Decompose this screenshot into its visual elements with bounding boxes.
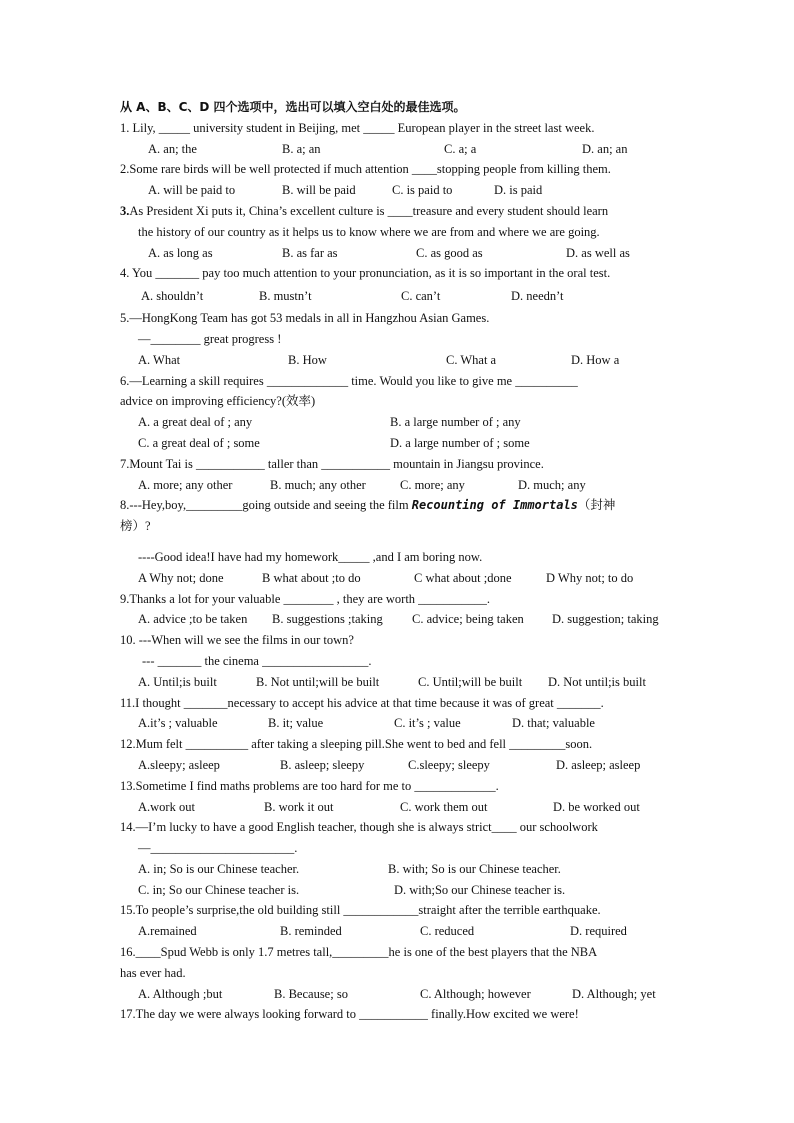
option-a[interactable]: A.remained — [138, 924, 197, 939]
option-b[interactable]: B. a large number of ; any — [390, 415, 521, 430]
option-b[interactable]: B. it; value — [268, 716, 324, 731]
option-d[interactable]: D. as well as — [566, 245, 630, 260]
option-c[interactable]: C. Although; however — [420, 986, 531, 1001]
option-d[interactable]: D. asleep; asleep — [556, 757, 641, 772]
question-6-stem: 6.—Learning a skill requires _____________ time. Would you like to give me __________ — [120, 373, 578, 388]
option-b[interactable]: B. reminded — [280, 924, 342, 939]
option-a[interactable]: A. Although ;but — [138, 986, 223, 1001]
option-b[interactable]: B. will be paid — [282, 183, 356, 198]
question-12-stem: 12.Mum felt __________ after taking a sleeping pill.She went to bed and fell _________soon. — [120, 737, 593, 752]
question-8-options — [120, 568, 676, 589]
option-a[interactable]: A. advice ;to be taken — [138, 612, 248, 627]
option-d[interactable]: D. with;So our Chinese teacher is. — [394, 882, 566, 897]
question-10-options — [120, 672, 676, 693]
question-1-options — [120, 139, 676, 160]
option-a[interactable]: A. as long as — [148, 245, 213, 260]
question-15-options — [120, 921, 676, 942]
option-c[interactable]: C. more; any — [400, 477, 465, 492]
option-a[interactable]: A.work out — [138, 799, 195, 814]
option-d[interactable]: D. needn’t — [511, 289, 564, 304]
option-b[interactable]: B. mustn’t — [259, 289, 312, 304]
question-3-stem — [120, 201, 676, 222]
option-a[interactable]: A.it’s ; valuable — [138, 716, 218, 731]
question-6-options-row2 — [120, 433, 676, 454]
question-6-stem-cont: advice on improving efficiency?(效率) — [120, 394, 316, 409]
question-9-stem: 9.Thanks a lot for your valuable ________ , they are worth ___________. — [120, 591, 491, 606]
question-10-stem-cont: --- _______ the cinema _________________. — [142, 653, 372, 668]
option-a[interactable]: A. in; So is our Chinese teacher. — [138, 861, 300, 876]
question-4-stem: 4. You _______ pay too much attention to your pronunciation, as it is so important in the oral test. — [120, 266, 611, 281]
option-b[interactable]: B. How — [288, 352, 327, 367]
option-a[interactable]: A. What — [138, 352, 181, 367]
option-d[interactable]: D. required — [570, 924, 627, 939]
question-16-stem-cont: has ever had. — [120, 965, 186, 980]
option-c[interactable]: C. work them out — [400, 799, 488, 814]
question-17-stem: 17.The day we were always looking forward to ___________ finally.How excited we were! — [120, 1007, 579, 1022]
question-14-stem-cont: —_______________________. — [138, 841, 298, 856]
option-c[interactable]: C what about ;done — [414, 570, 512, 585]
option-b[interactable]: B. asleep; sleepy — [280, 757, 365, 772]
spacer — [120, 537, 676, 547]
option-a[interactable]: A. more; any other — [138, 477, 233, 492]
question-10-stem: 10. ---When will we see the films in our town? — [120, 633, 354, 648]
option-a[interactable]: A Why not; done — [138, 570, 224, 585]
option-c[interactable]: C. can’t — [401, 289, 441, 304]
option-c[interactable]: C. is paid to — [392, 183, 453, 198]
question-2-stem: 2.Some rare birds will be well protected if much attention ____stopping people from killing them. — [120, 162, 611, 177]
question-3-options — [120, 243, 676, 264]
option-d[interactable]: D. Although; yet — [572, 986, 656, 1001]
film-title: Recounting of Immortals — [411, 498, 578, 513]
option-d[interactable]: D. suggestion; taking — [552, 612, 659, 627]
option-d[interactable]: D. that; valuable — [512, 716, 595, 731]
option-a[interactable]: A.sleepy; asleep — [138, 757, 220, 772]
option-d[interactable]: D. be worked out — [553, 799, 640, 814]
question-3-number: 3. — [120, 203, 130, 218]
option-b[interactable]: B. Because; so — [274, 986, 348, 1001]
option-b[interactable]: B what about ;to do — [262, 570, 361, 585]
question-3-text: As President Xi puts it, China’s excellent culture is ____treasure and every student should learn — [129, 203, 609, 218]
question-4-options — [120, 284, 676, 308]
question-5-stem-cont: —________ great progress ! — [138, 331, 282, 346]
option-a[interactable]: A. a great deal of ; any — [138, 415, 253, 430]
question-12-options — [120, 755, 676, 776]
option-c[interactable]: C. What a — [446, 352, 497, 367]
question-13-options — [120, 797, 676, 818]
option-c[interactable]: C. as good as — [416, 245, 483, 260]
question-14-options-row1 — [120, 859, 676, 880]
option-b[interactable]: B. as far as — [282, 245, 338, 260]
question-8-text: 8.---Hey,boy,_________going outside and seeing the film — [120, 498, 412, 513]
question-7-stem: 7.Mount Tai is ___________ taller than ___________ mountain in Jiangsu province. — [120, 456, 544, 471]
option-c[interactable]: C. advice; being taken — [412, 612, 524, 627]
option-b[interactable]: B. a; an — [282, 141, 321, 156]
question-13-stem: 13.Sometime I find maths problems are too hard for me to _____________. — [120, 778, 499, 793]
question-2-options — [120, 180, 676, 201]
option-c[interactable]: C. a; a — [444, 141, 477, 156]
option-c[interactable]: C. Until;will be built — [418, 674, 523, 689]
question-16-stem: 16.____Spud Webb is only 1.7 metres tall,_________he is one of the best players that the NBA — [120, 945, 598, 960]
option-b[interactable]: B. with; So is our Chinese teacher. — [388, 861, 561, 876]
option-b[interactable]: B. Not until;will be built — [256, 674, 380, 689]
question-14-options-row2 — [120, 880, 676, 901]
option-a[interactable]: A. shouldn’t — [141, 289, 204, 304]
option-d[interactable]: D. a large number of ; some — [390, 435, 530, 450]
question-3-stem-cont: the history of our country as it helps us to know where we are from and where we are going. — [138, 224, 600, 239]
question-5-stem: 5.—HongKong Team has got 53 medals in all in Hangzhou Asian Games. — [120, 311, 490, 326]
question-list — [120, 97, 676, 1025]
option-b[interactable]: B. work it out — [264, 799, 334, 814]
option-c[interactable]: C.sleepy; sleepy — [408, 757, 490, 772]
question-9-options — [120, 609, 676, 630]
option-c[interactable]: C. a great deal of ; some — [138, 435, 260, 450]
question-5-options — [120, 350, 676, 371]
option-a[interactable]: A. Until;is built — [138, 674, 217, 689]
instruction: 从 A、B、C、D 四个选项中，选出可以填入空白处的最佳选项。 — [120, 100, 466, 114]
question-8-stem — [120, 495, 676, 516]
question-8-stem-cont: 榜）? — [120, 519, 151, 534]
option-c[interactable]: C. it’s ; value — [394, 716, 461, 731]
option-b[interactable]: B. suggestions ;taking — [272, 612, 383, 627]
option-d[interactable]: D. is paid — [494, 183, 543, 198]
question-11-stem: 11.I thought _______necessary to accept his advice at that time because it was of great _______. — [120, 695, 604, 710]
option-d[interactable]: D Why not; to do — [546, 570, 634, 585]
option-c[interactable]: C. in; So our Chinese teacher is. — [138, 882, 300, 897]
question-8-reply: ----Good idea!I have had my homework_____ ,and I am boring now. — [138, 549, 483, 564]
option-a[interactable]: A. will be paid to — [148, 183, 236, 198]
question-1-stem: 1. Lily, _____ university student in Beijing, met _____ European player in the street last week. — [120, 120, 595, 135]
option-c[interactable]: C. reduced — [420, 924, 475, 939]
question-14-stem: 14.—I’m lucky to have a good English teacher, though she is always strict____ our schoolwork — [120, 820, 598, 835]
option-d[interactable]: D. How a — [571, 352, 620, 367]
question-15-stem: 15.To people’s surprise,the old building still ____________straight after the terrible earthquake. — [120, 903, 601, 918]
question-11-options — [120, 713, 676, 734]
option-d[interactable]: D. Not until;is built — [548, 674, 646, 689]
question-6-options-row1 — [120, 412, 676, 433]
option-b[interactable]: B. much; any other — [270, 477, 366, 492]
question-7-options — [120, 475, 676, 496]
option-d[interactable]: D. an; an — [582, 141, 628, 156]
question-8-text-cn: （封神 — [577, 498, 616, 513]
question-16-options — [120, 984, 676, 1005]
option-a[interactable]: A. an; the — [148, 141, 197, 156]
option-d[interactable]: D. much; any — [518, 477, 586, 492]
